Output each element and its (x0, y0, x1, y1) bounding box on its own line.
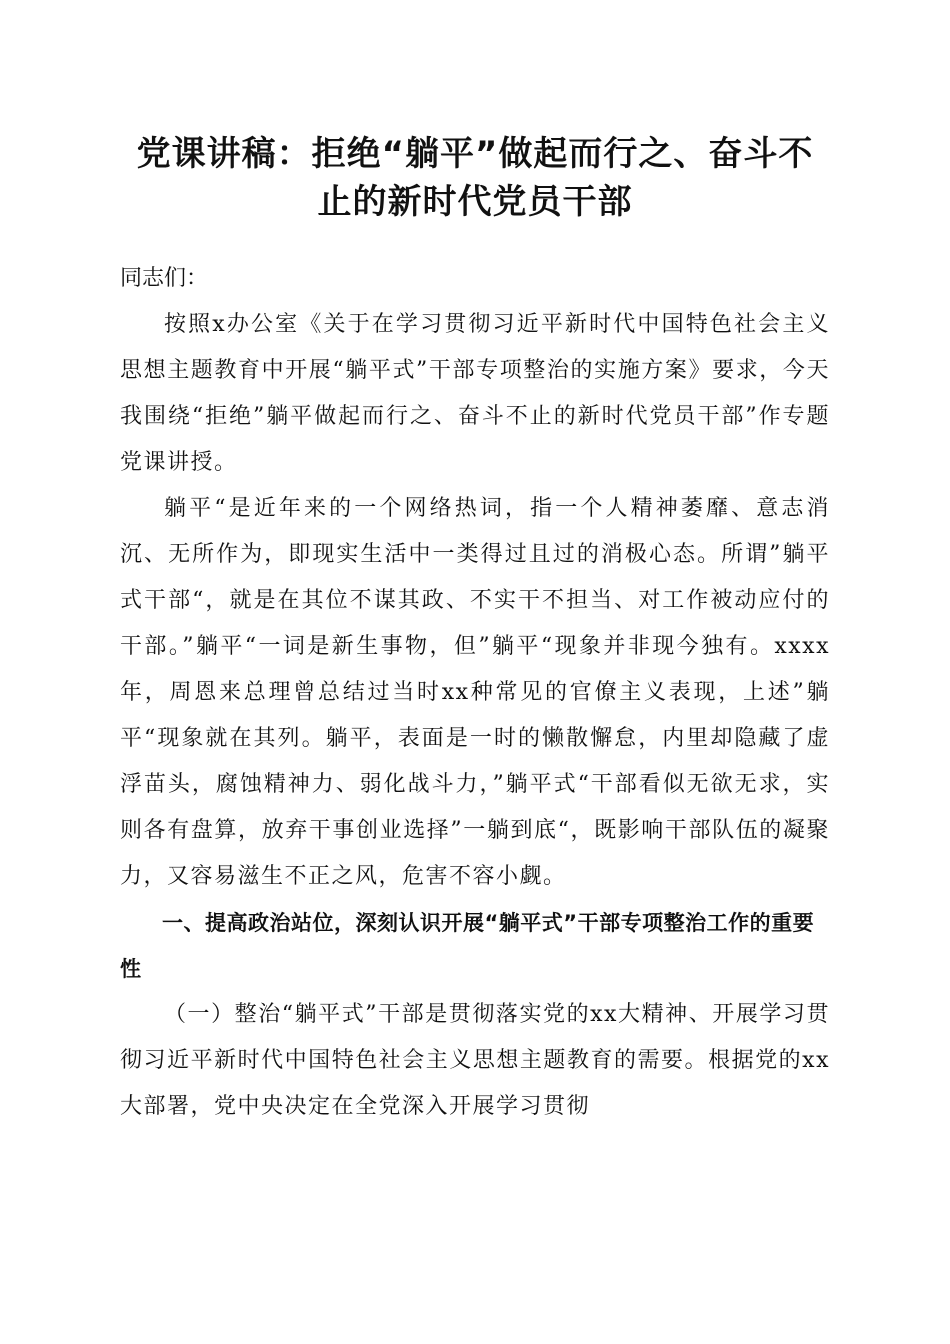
section-heading: 一、提高政治站位，深刻认识开展“躺平式”干部专项整治工作的重要性 (120, 911, 815, 981)
intro-paragraph: 按照x办公室《关于在学习贯彻习近平新时代中国特色社会主义思想主题教育中开展“躺平式”干部专项整治的实施方案》要求，今天我围绕“拒绝”躺平做起而行之、奋斗不止的新时代党员干部”作专题党课讲授。 (120, 312, 830, 475)
salutation: 同志们： (120, 266, 209, 291)
subsection-paragraph: （一）整治“躺平式”干部是贯彻落实党的xx大精神、开展学习贯彻习近平新时代中国特色社会主义思想主题教育的需要。根据党的xx大部署，党中央决定在全党深入开展学习贯彻 (120, 1002, 830, 1119)
document-page (120, 130, 830, 1130)
tangping-paragraph: 躺平“是近年来的一个网络热词，指一个人精神萎靡、意志消沉、无所作为，即现实生活中一类得过且过的消极心态。所谓”躺平式干部“，就是在其位不谋其政、不实干不担当、对工作被动应付的干部。”躺平“一词是新生事物，但”躺平“现象并非现今独有。xxxx年，周恩来总理曾总结过当时xx种常见的官僚主义表现，上述”躺平“现象就在其列。躺平，表面是一时的懒散懈怠，内里却隐藏了虚浮苗头，腐蚀精神力、弱化战斗力，”躺平式“干部看似无欲无求，实则各有盘算，放弃干事创业选择”一躺到底“，既影响干部队伍的凝聚力，又容易滋生不正之风，危害不容小觑。 (120, 496, 830, 889)
document-title: 党课讲稿：拒绝“躺平”做起而行之、奋斗不止的新时代党员干部 (136, 134, 814, 222)
